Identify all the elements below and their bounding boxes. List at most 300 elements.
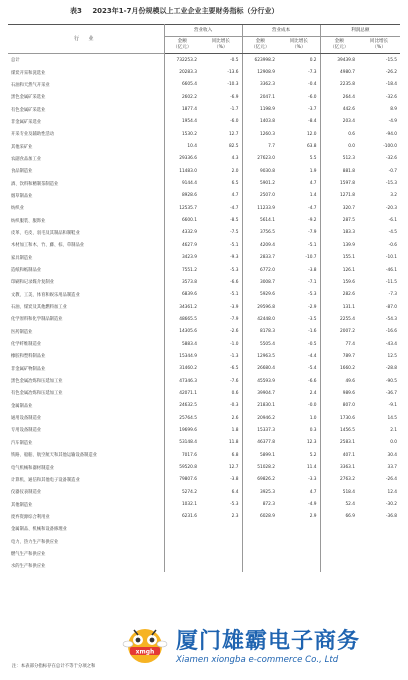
growth-cell: 12.7 xyxy=(228,465,239,471)
industry-name: 其他制造业 xyxy=(8,498,164,510)
amount-cell: 5274.2 xyxy=(164,486,200,498)
growth-cell: 0.6 xyxy=(231,390,239,396)
growth-cell: -20.3 xyxy=(385,205,398,211)
growth-cell: -7.6 xyxy=(230,378,239,384)
amount-cell: 49.6 xyxy=(320,375,358,387)
amount-cell: 3362.3 xyxy=(242,79,278,91)
amount-cell: 19699.6 xyxy=(164,424,200,436)
industry-name: 造纸和纸制品业 xyxy=(8,264,164,276)
growth-cell: -7.3 xyxy=(388,292,398,298)
amount-cell: 3573.8 xyxy=(164,276,200,288)
amount-cell xyxy=(164,535,200,547)
amount-cell: 872.3 xyxy=(242,498,278,510)
amount-cell: 732253.2 xyxy=(164,54,200,67)
growth-cell xyxy=(200,548,242,560)
amount-cell: 39439.8 xyxy=(320,54,358,67)
header-profit: 利润总额 xyxy=(320,25,400,37)
table-row xyxy=(8,523,400,535)
industry-name: 文教、工美、体育和娱乐用品制造业 xyxy=(8,289,164,301)
table-row xyxy=(8,79,400,91)
industry-name: 通用设备制造业 xyxy=(8,412,164,424)
growth-cell: 4.7 xyxy=(231,193,239,199)
growth-cell: -0.4 xyxy=(308,82,317,88)
amount-cell: 45593.9 xyxy=(242,375,278,387)
amount-cell: 6231.6 xyxy=(164,511,200,523)
growth-cell: 4.7 xyxy=(309,181,317,187)
growth-cell: -6.0 xyxy=(230,119,239,125)
growth-cell: 63.8 xyxy=(306,144,317,150)
amount-cell: 69826.2 xyxy=(242,474,278,486)
growth-cell: 1.4 xyxy=(309,193,317,199)
amount-cell: 7.7 xyxy=(242,140,278,152)
table-row xyxy=(8,486,400,498)
amount-cell: 12535.7 xyxy=(164,202,200,214)
growth-cell: -6.9 xyxy=(230,94,239,100)
amount-cell: 42448.0 xyxy=(242,313,278,325)
amount-cell: 24632.5 xyxy=(164,400,200,412)
table-row xyxy=(8,437,400,449)
growth-cell: -9.3 xyxy=(230,255,239,261)
table-row xyxy=(8,326,400,338)
growth-cell: -3.8 xyxy=(308,267,317,273)
growth-cell xyxy=(358,523,400,535)
industry-name: 金属制品业 xyxy=(8,400,164,412)
growth-cell: -3.3 xyxy=(308,477,317,483)
industry-name: 铁路、船舶、航空航天和其他运输设备制造业 xyxy=(8,449,164,461)
table-title-text: 2023年1-7月份规模以上工业企业主要财务指标（分行业） xyxy=(92,7,279,15)
table-row xyxy=(8,239,400,251)
amount-cell: 47346.3 xyxy=(164,375,200,387)
table-row xyxy=(8,190,400,202)
table-row xyxy=(8,289,400,301)
industry-name: 木材加工和木、竹、藤、棕、草制品业 xyxy=(8,239,164,251)
table-row xyxy=(8,461,400,473)
amount-cell: 183.3 xyxy=(320,227,358,239)
table-row xyxy=(8,264,400,276)
table-row xyxy=(8,474,400,486)
amount-cell: 2833.7 xyxy=(242,252,278,264)
amount-cell: 282.6 xyxy=(320,289,358,301)
growth-cell xyxy=(200,560,242,572)
amount-cell: 3363.1 xyxy=(320,461,358,473)
table-row xyxy=(8,54,400,67)
amount-cell xyxy=(320,560,358,572)
growth-cell: -4.7 xyxy=(308,205,317,211)
growth-cell: 4.3 xyxy=(231,156,239,162)
amount-cell: 6605.4 xyxy=(164,79,200,91)
logo-text: xmgh xyxy=(135,648,155,656)
growth-cell: -36.8 xyxy=(385,514,398,520)
industry-name: 橡胶和塑料制品业 xyxy=(8,350,164,362)
growth-cell: -1.3 xyxy=(230,353,239,359)
growth-cell: 2.6 xyxy=(231,415,239,421)
table-row xyxy=(8,128,400,140)
industry-name: 纺织业 xyxy=(8,202,164,214)
growth-cell: -5.1 xyxy=(230,242,239,248)
growth-cell: -4.7 xyxy=(230,205,239,211)
industry-name: 非金属矿物制品业 xyxy=(8,363,164,375)
growth-cell: 30.4 xyxy=(387,452,398,458)
table-row xyxy=(8,66,400,78)
industry-name: 非金属矿采选业 xyxy=(8,116,164,128)
amount-cell: 2047.1 xyxy=(242,91,278,103)
table-row xyxy=(8,424,400,436)
growth-cell: -5.1 xyxy=(230,292,239,298)
table-row xyxy=(8,140,400,152)
industry-name: 家具制造业 xyxy=(8,252,164,264)
amount-cell xyxy=(242,548,278,560)
amount-cell: 31460.2 xyxy=(164,363,200,375)
header-cost: 营业成本 xyxy=(242,25,320,37)
growth-cell: -5.3 xyxy=(230,267,239,273)
amount-cell xyxy=(242,560,278,572)
growth-cell xyxy=(358,548,400,560)
growth-cell: -10.3 xyxy=(227,82,239,88)
growth-cell xyxy=(358,560,400,572)
amount-cell: 4627.9 xyxy=(164,239,200,251)
amount-cell: 264.4 xyxy=(320,91,358,103)
table-row xyxy=(8,227,400,239)
table-row xyxy=(8,498,400,510)
amount-cell: 6028.9 xyxy=(242,511,278,523)
amount-cell: 442.6 xyxy=(320,103,358,115)
growth-cell xyxy=(278,535,320,547)
growth-cell: -3.9 xyxy=(230,304,239,310)
amount-cell: 407.1 xyxy=(320,449,358,461)
subheader-growth: 同比增长 （%） xyxy=(278,37,320,54)
footnote: 注：本表部分指标存在总计不等于分项之和 xyxy=(12,664,96,669)
growth-cell: -5.1 xyxy=(308,242,317,248)
subheader-amount: 金额 （亿元） xyxy=(320,37,358,54)
growth-cell: -2.6 xyxy=(230,329,239,335)
table-title xyxy=(70,6,278,16)
growth-cell: -15.5 xyxy=(385,57,398,63)
growth-cell: -16.6 xyxy=(385,329,398,335)
industry-name: 有色金属矿采选业 xyxy=(8,103,164,115)
amount-cell: 3008.7 xyxy=(242,276,278,288)
amount-cell: 39904.7 xyxy=(242,387,278,399)
growth-cell: -9.1 xyxy=(388,403,398,409)
industry-name: 电气机械和器材制造业 xyxy=(8,461,164,473)
amount-cell: 518.4 xyxy=(320,486,358,498)
growth-cell xyxy=(278,548,320,560)
industry-name: 皮革、毛皮、羽毛及其制品和制鞋业 xyxy=(8,227,164,239)
growth-cell: -4.9 xyxy=(308,502,317,508)
table-row xyxy=(8,338,400,350)
amount-cell: 5929.6 xyxy=(242,289,278,301)
amount-cell: 203.4 xyxy=(320,116,358,128)
amount-cell: 4209.4 xyxy=(242,239,278,251)
subheader-amount: 金额 （亿元） xyxy=(242,37,278,54)
amount-cell: 12908.9 xyxy=(242,66,278,78)
amount-cell: 2507.0 xyxy=(242,190,278,202)
industry-name: 有色金属冶炼和压延加工业 xyxy=(8,387,164,399)
growth-cell: -36.7 xyxy=(385,390,398,396)
table-row xyxy=(8,412,400,424)
amount-cell: 29596.8 xyxy=(242,301,278,313)
amount-cell: 5614.1 xyxy=(242,214,278,226)
subheader-growth: 同比增长 （%） xyxy=(200,37,242,54)
growth-cell: -6.0 xyxy=(308,94,317,100)
amount-cell: 27623.0 xyxy=(242,153,278,165)
amount-cell xyxy=(320,523,358,535)
growth-cell: -26.4 xyxy=(385,477,398,483)
amount-cell: 3423.9 xyxy=(164,252,200,264)
subheader-growth: 同比增长 （%） xyxy=(358,37,400,54)
amount-cell: 1403.8 xyxy=(242,116,278,128)
growth-cell: 2.4 xyxy=(309,390,317,396)
amount-cell: 9144.4 xyxy=(164,177,200,189)
amount-cell: 1456.5 xyxy=(320,424,358,436)
table-row xyxy=(8,449,400,461)
growth-cell: -6.1 xyxy=(388,218,398,224)
industry-name: 仪器仪表制造业 xyxy=(8,486,164,498)
growth-cell: -0.3 xyxy=(230,403,239,409)
amount-cell: 11483.0 xyxy=(164,165,200,177)
amount-cell: 15337.3 xyxy=(242,424,278,436)
amount-cell: 26680.4 xyxy=(242,363,278,375)
amount-cell: 7551.2 xyxy=(164,264,200,276)
industry-name: 电力、热力生产和供应业 xyxy=(8,535,164,547)
amount-cell: 1198.9 xyxy=(242,103,278,115)
amount-cell: 34361.2 xyxy=(164,301,200,313)
amount-cell: 10.4 xyxy=(164,140,200,152)
growth-cell: -26.2 xyxy=(385,70,398,76)
growth-cell: -7.3 xyxy=(308,70,317,76)
amount-cell: 1260.3 xyxy=(242,128,278,140)
table-row xyxy=(8,214,400,226)
table-row xyxy=(8,153,400,165)
growth-cell: -6.6 xyxy=(230,279,239,285)
amount-cell: 131.1 xyxy=(320,301,358,313)
amount-cell: 2007.2 xyxy=(320,326,358,338)
table-row xyxy=(8,202,400,214)
industry-name: 总计 xyxy=(8,54,164,67)
growth-cell: -43.4 xyxy=(385,341,398,347)
amount-cell: 1530.2 xyxy=(164,128,200,140)
growth-cell: -0.0 xyxy=(308,403,317,409)
amount-cell xyxy=(164,523,200,535)
table-row xyxy=(8,313,400,325)
table-row xyxy=(8,375,400,387)
amount-cell: 51028.2 xyxy=(242,461,278,473)
amount-cell: 1271.8 xyxy=(320,190,358,202)
financial-table xyxy=(8,24,400,572)
growth-cell: -9.2 xyxy=(308,218,317,224)
amount-cell: 155.1 xyxy=(320,252,358,264)
amount-cell: 2583.1 xyxy=(320,437,358,449)
industry-name: 黑色金属矿采选业 xyxy=(8,91,164,103)
amount-cell: 2763.2 xyxy=(320,474,358,486)
growth-cell: -4.5 xyxy=(388,230,398,236)
table-row xyxy=(8,560,400,572)
amount-cell: 807.0 xyxy=(320,400,358,412)
industry-name: 农副食品加工业 xyxy=(8,153,164,165)
amount-cell: 1032.1 xyxy=(164,498,200,510)
amount-cell: 1730.6 xyxy=(320,412,358,424)
amount-cell: 53148.4 xyxy=(164,437,200,449)
growth-cell: -30.2 xyxy=(385,502,398,508)
growth-cell: -1.0 xyxy=(230,341,239,347)
growth-cell: -1.7 xyxy=(230,107,239,113)
amount-cell: 126.1 xyxy=(320,264,358,276)
industry-name: 计算机、通信和其他电子设备制造业 xyxy=(8,474,164,486)
amount-cell: 12963.5 xyxy=(242,350,278,362)
growth-cell: -8.5 xyxy=(230,218,239,224)
table-row xyxy=(8,252,400,264)
table-row xyxy=(8,91,400,103)
industry-name: 石油和天然气开采业 xyxy=(8,79,164,91)
growth-cell: -2.9 xyxy=(308,304,317,310)
growth-cell: 14.5 xyxy=(387,415,398,421)
amount-cell: 1877.4 xyxy=(164,103,200,115)
growth-cell: -6.5 xyxy=(230,366,239,372)
amount-cell: 2602.2 xyxy=(164,91,200,103)
industry-name: 燃气生产和供应业 xyxy=(8,548,164,560)
amount-cell: 77.4 xyxy=(320,338,358,350)
table-row xyxy=(8,276,400,288)
amount-cell: 15344.9 xyxy=(164,350,200,362)
growth-cell: 12.5 xyxy=(387,353,398,359)
growth-cell xyxy=(358,535,400,547)
growth-cell: 0.0 xyxy=(390,440,398,446)
industry-name: 金属制品、机械和设备修理业 xyxy=(8,523,164,535)
industry-name: 专用设备制造业 xyxy=(8,424,164,436)
amount-cell: 1660.2 xyxy=(320,363,358,375)
amount-cell: 21830.1 xyxy=(242,400,278,412)
growth-cell: -94.0 xyxy=(385,131,398,137)
amount-cell: 48665.5 xyxy=(164,313,200,325)
table-row xyxy=(8,511,400,523)
amount-cell: 29336.6 xyxy=(164,153,200,165)
watermark-company-en: Xiamen xiongba e-commerce Co., Ltd xyxy=(176,655,339,665)
table-row xyxy=(8,363,400,375)
growth-cell: -10.7 xyxy=(305,255,317,261)
industry-name: 食品制造业 xyxy=(8,165,164,177)
table-row xyxy=(8,177,400,189)
growth-cell: 3.2 xyxy=(390,193,398,199)
growth-cell: 82.5 xyxy=(228,144,239,150)
table-row xyxy=(8,387,400,399)
growth-cell: -6.6 xyxy=(308,378,317,384)
growth-cell: 12.7 xyxy=(228,131,239,137)
amount-cell xyxy=(242,535,278,547)
amount-cell: 989.6 xyxy=(320,387,358,399)
header-industry: 行 业 xyxy=(8,25,164,54)
growth-cell: 2.1 xyxy=(390,427,398,433)
amount-cell xyxy=(242,523,278,535)
table-row xyxy=(8,165,400,177)
industry-name: 印刷和记录媒介复制业 xyxy=(8,276,164,288)
growth-cell xyxy=(278,560,320,572)
amount-cell: 14305.6 xyxy=(164,326,200,338)
amount-cell: 2255.4 xyxy=(320,313,358,325)
growth-cell: -0.7 xyxy=(388,168,398,174)
amount-cell xyxy=(164,560,200,572)
industry-name: 烟草制品业 xyxy=(8,190,164,202)
amount-cell: 881.8 xyxy=(320,165,358,177)
industry-name: 医药制造业 xyxy=(8,326,164,338)
amount-cell: 46377.8 xyxy=(242,437,278,449)
growth-cell: -0.5 xyxy=(308,341,317,347)
industry-name: 化学原料和化学制品制造业 xyxy=(8,313,164,325)
growth-cell xyxy=(278,523,320,535)
amount-cell: 6772.0 xyxy=(242,264,278,276)
growth-cell: -54.3 xyxy=(385,316,398,322)
industry-name: 开采专业及辅助性活动 xyxy=(8,128,164,140)
amount-cell: 2235.8 xyxy=(320,79,358,91)
growth-cell: -90.5 xyxy=(385,378,398,384)
growth-cell: 11.4 xyxy=(306,465,317,471)
growth-cell: -13.6 xyxy=(227,70,239,76)
amount-cell: 4980.7 xyxy=(320,66,358,78)
growth-cell: -5.3 xyxy=(308,292,317,298)
growth-cell: 0.3 xyxy=(309,427,317,433)
growth-cell: -87.0 xyxy=(385,304,398,310)
growth-cell: 5.2 xyxy=(309,452,317,458)
table-row xyxy=(8,116,400,128)
amount-cell xyxy=(164,548,200,560)
growth-cell: -32.6 xyxy=(385,156,398,162)
growth-cell: 4.7 xyxy=(309,489,317,495)
growth-cell: 0.2 xyxy=(309,57,317,63)
growth-cell: 33.7 xyxy=(387,465,398,471)
industry-name: 纺织服装、服饰业 xyxy=(8,214,164,226)
table-row xyxy=(8,400,400,412)
growth-cell: -8.4 xyxy=(308,119,317,125)
industry-name: 酒、饮料和精制茶制造业 xyxy=(8,177,164,189)
industry-name: 煤炭开采和洗选业 xyxy=(8,66,164,78)
amount-cell: 623998.2 xyxy=(242,54,278,67)
growth-cell: 12.3 xyxy=(306,440,317,446)
growth-cell: 12.0 xyxy=(306,131,317,137)
industry-name: 黑色金属冶炼和压延加工业 xyxy=(8,375,164,387)
industry-name: 其他采矿业 xyxy=(8,140,164,152)
table-row xyxy=(8,301,400,313)
amount-cell: 5899.1 xyxy=(242,449,278,461)
growth-cell: -18.4 xyxy=(385,82,398,88)
growth-cell: 6.4 xyxy=(231,489,239,495)
growth-cell: 6.5 xyxy=(231,181,239,187)
amount-cell: 1954.4 xyxy=(164,116,200,128)
amount-cell xyxy=(320,548,358,560)
growth-cell: -7.9 xyxy=(308,230,317,236)
amount-cell: 320.7 xyxy=(320,202,358,214)
growth-cell: -15.3 xyxy=(385,181,398,187)
amount-cell: 59520.8 xyxy=(164,461,200,473)
table-row xyxy=(8,103,400,115)
growth-cell: 2.0 xyxy=(231,168,239,174)
amount-cell: 512.3 xyxy=(320,153,358,165)
amount-cell xyxy=(320,535,358,547)
amount-cell: 5883.4 xyxy=(164,338,200,350)
amount-cell: 287.5 xyxy=(320,214,358,226)
growth-cell: -4.4 xyxy=(308,353,317,359)
amount-cell: 6600.1 xyxy=(164,214,200,226)
growth-cell: 1.0 xyxy=(309,415,317,421)
growth-cell: -5.3 xyxy=(230,502,239,508)
amount-cell: 9030.8 xyxy=(242,165,278,177)
growth-cell: 6.8 xyxy=(231,452,239,458)
growth-cell: -28.8 xyxy=(385,366,398,372)
amount-cell: 11233.9 xyxy=(242,202,278,214)
growth-cell: -10.1 xyxy=(385,255,398,261)
amount-cell: 3756.5 xyxy=(242,227,278,239)
amount-cell: 52.4 xyxy=(320,498,358,510)
amount-cell: 6839.6 xyxy=(164,289,200,301)
amount-cell: 159.6 xyxy=(320,276,358,288)
growth-cell: -3.5 xyxy=(308,316,317,322)
